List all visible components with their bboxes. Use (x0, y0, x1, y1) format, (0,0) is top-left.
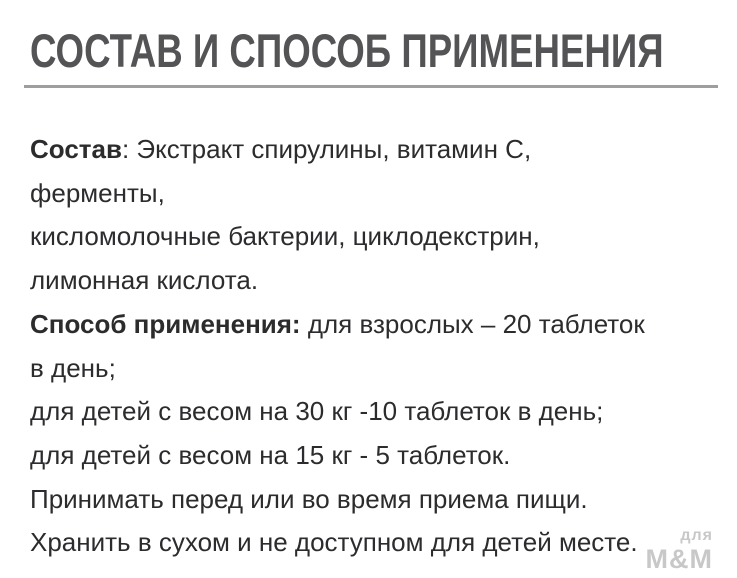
text-line-text: : Экстракт спирулины, витамин С, (121, 134, 532, 164)
watermark-line-big: М&М (645, 544, 713, 574)
text-line-text: для детей с весом на 30 кг -10 таблеток в день; (30, 396, 604, 427)
text-line (30, 172, 730, 216)
text-line-text: в день; (30, 352, 116, 383)
text-line-bold: Способ применения: (30, 308, 301, 339)
page-title: СОСТАВ И СПОСОБ ПРИМЕНЕНИЯ (30, 24, 664, 77)
text-line-usage (30, 303, 730, 347)
text-line (30, 259, 730, 303)
text-line (30, 390, 730, 434)
text-line-text: для детей с весом на 15 кг - 5 таблеток. (30, 439, 511, 470)
title-divider (24, 85, 718, 88)
text-line-text: Принимать перед или во время приема пищи. (30, 483, 588, 514)
text-line (30, 478, 730, 522)
description-text (30, 128, 730, 565)
text-line-text: для взрослых – 20 таблеток (300, 308, 645, 339)
text-line-text: Хранить в сухом и не доступном для детей месте. (30, 527, 638, 558)
text-line (30, 347, 730, 391)
text-line-text: кисломолочные бактерии, циклодекстрин, (30, 221, 540, 252)
text-line (30, 434, 730, 478)
watermark-line-small: для (680, 527, 713, 544)
text-line (30, 215, 730, 259)
text-line-bold: Состав (30, 134, 122, 164)
text-line-text: ферменты, (30, 177, 165, 208)
text-line-text: лимонная кислота. (30, 265, 259, 296)
text-line-composition (30, 128, 730, 172)
text-line (30, 521, 730, 565)
